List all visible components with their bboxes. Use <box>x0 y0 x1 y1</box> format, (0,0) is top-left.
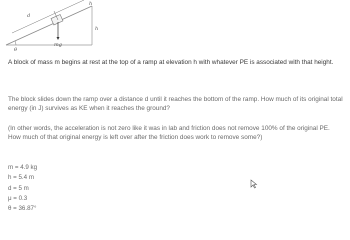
weight-arrowhead <box>57 37 60 40</box>
given-mass: m = 4.9 kg <box>8 164 38 171</box>
label-d: d <box>27 13 31 19</box>
mouse-pointer-icon <box>250 176 258 186</box>
problem-clarification: (In other words, the acceleration is not zero like it was in lab and friction does not remove 100% of the original PE. How much of that original energy is left over after the friction does work to remove some?) <box>8 125 330 142</box>
problem-intro: A block of mass m begins at rest at the top of a ramp at elevation h with whatever PE is associated with that height. <box>8 59 334 66</box>
given-angle: θ = 36.87° <box>8 205 37 213</box>
label-h: h <box>95 26 99 32</box>
given-distance: d = 5 m <box>8 184 29 192</box>
ramp-incline <box>6 6 92 45</box>
angle-arc <box>15 41 16 45</box>
given-height: h = 5.4 m <box>8 174 34 182</box>
label-top: h <box>89 1 93 7</box>
given-values <box>8 163 37 214</box>
label-theta: θ <box>14 47 18 53</box>
problem-slide: The block slides down the ramp over a distance d until it reaches the bottom of the ramp. How much of its original total energy (in J) survives as KE when it reaches the ground? <box>8 96 343 113</box>
given-friction-coefficient: μ = 0.3 <box>8 194 28 202</box>
ramp-diagram <box>0 0 140 56</box>
distance-arrow <box>12 0 84 33</box>
label-mg: mg <box>54 42 62 48</box>
